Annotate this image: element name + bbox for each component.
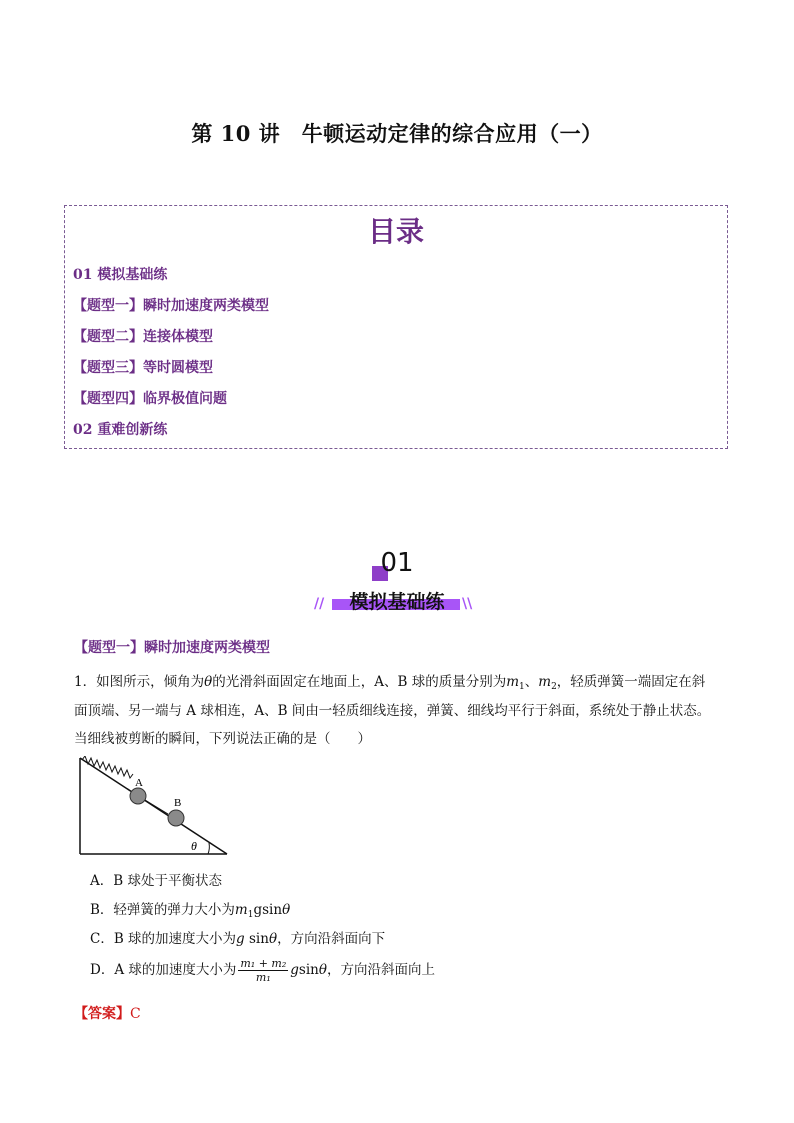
ball-b [168,810,184,826]
sin-function: sin [298,962,319,978]
gravity-symbol: g [236,931,245,947]
table-of-contents [64,205,728,449]
question-text: 的光滑斜面固定在地面上，A、B 球的质量分别为 [212,674,507,690]
question-line-1 [74,670,705,692]
fraction-denominator: m₁ [255,971,271,984]
sin-function: sin [262,902,283,918]
answer-label: 【答案】 [74,1006,130,1022]
mass-symbol: m [538,674,552,690]
mass-symbol: m [506,674,520,690]
toc-item[interactable]: 02 重难创新练 [73,422,168,438]
fraction-numerator: m₁ + m₂ [240,957,287,970]
toc-heading: 目录 [367,215,424,248]
sin-function: sin [244,931,269,947]
option-text: ，方向沿斜面向上 [327,962,436,978]
mass-subscript: 1 [519,682,525,692]
incline-figure [72,756,232,858]
gravity-symbol: g [290,962,299,978]
label-a: A [135,777,143,789]
answer [74,1003,141,1023]
separator: 、 [524,674,539,690]
question-line-3: 当细线被剪断的瞬间，下列说法正确的是（ ） [74,731,371,747]
answer-value: C [130,1006,141,1022]
toc-item[interactable]: 【题型一】瞬时加速度两类模型 [73,298,269,314]
page-title: 第 10 讲 牛顿运动定律的综合应用（一） [191,121,603,146]
option-text: C．B 球的加速度大小为 [90,931,237,947]
toc-item[interactable]: 【题型三】等时圆模型 [73,360,213,376]
mass-subscript: 2 [551,682,557,692]
option-d[interactable] [90,957,435,984]
theta-symbol: θ [318,962,328,978]
question-line-2: 面顶端、另一端与 A 球相连，A、B 间由一轻质细线连接，弹簧、细线均平行于斜面，系统处于静止状态。 [74,703,711,719]
option-c[interactable] [90,927,385,947]
option-text: B．轻弹簧的弹力大小为 [90,902,235,918]
mass-subscript: 1 [247,910,254,920]
section-number: 01 [380,548,414,578]
question-text: 1．如图所示，倾角为 [74,674,205,690]
left-slash-decoration: // [314,596,325,612]
theta-symbol: θ [204,674,213,690]
mass-fraction [238,957,288,984]
toc-item[interactable]: 【题型四】临界极值问题 [73,391,227,407]
mass-symbol: m [234,902,248,918]
option-text: ，方向沿斜面向下 [277,931,386,947]
section-title: 模拟基础练 [349,591,445,613]
toc-item[interactable]: 01 模拟基础练 [73,267,168,283]
theta-symbol: θ [268,931,278,947]
gravity-symbol: g [253,902,263,918]
option-b[interactable] [90,898,290,920]
option-text: D．A 球的加速度大小为 [90,962,237,978]
label-b: B [174,797,182,809]
question-type-heading: 【题型一】瞬时加速度两类模型 [74,640,270,656]
incline-slope [80,758,227,854]
option-a[interactable]: A．B 球处于平衡状态 [90,873,222,889]
angle-arc [208,843,209,854]
question-text: ，轻质弹簧一端固定在斜 [556,674,706,690]
theta-symbol: θ [282,902,291,918]
toc-item[interactable]: 【题型二】连接体模型 [73,329,213,345]
label-theta: θ [191,839,197,853]
right-slash-decoration: \\ [462,596,473,612]
ball-a [130,788,146,804]
spring-icon [82,756,133,778]
thread [145,800,168,814]
